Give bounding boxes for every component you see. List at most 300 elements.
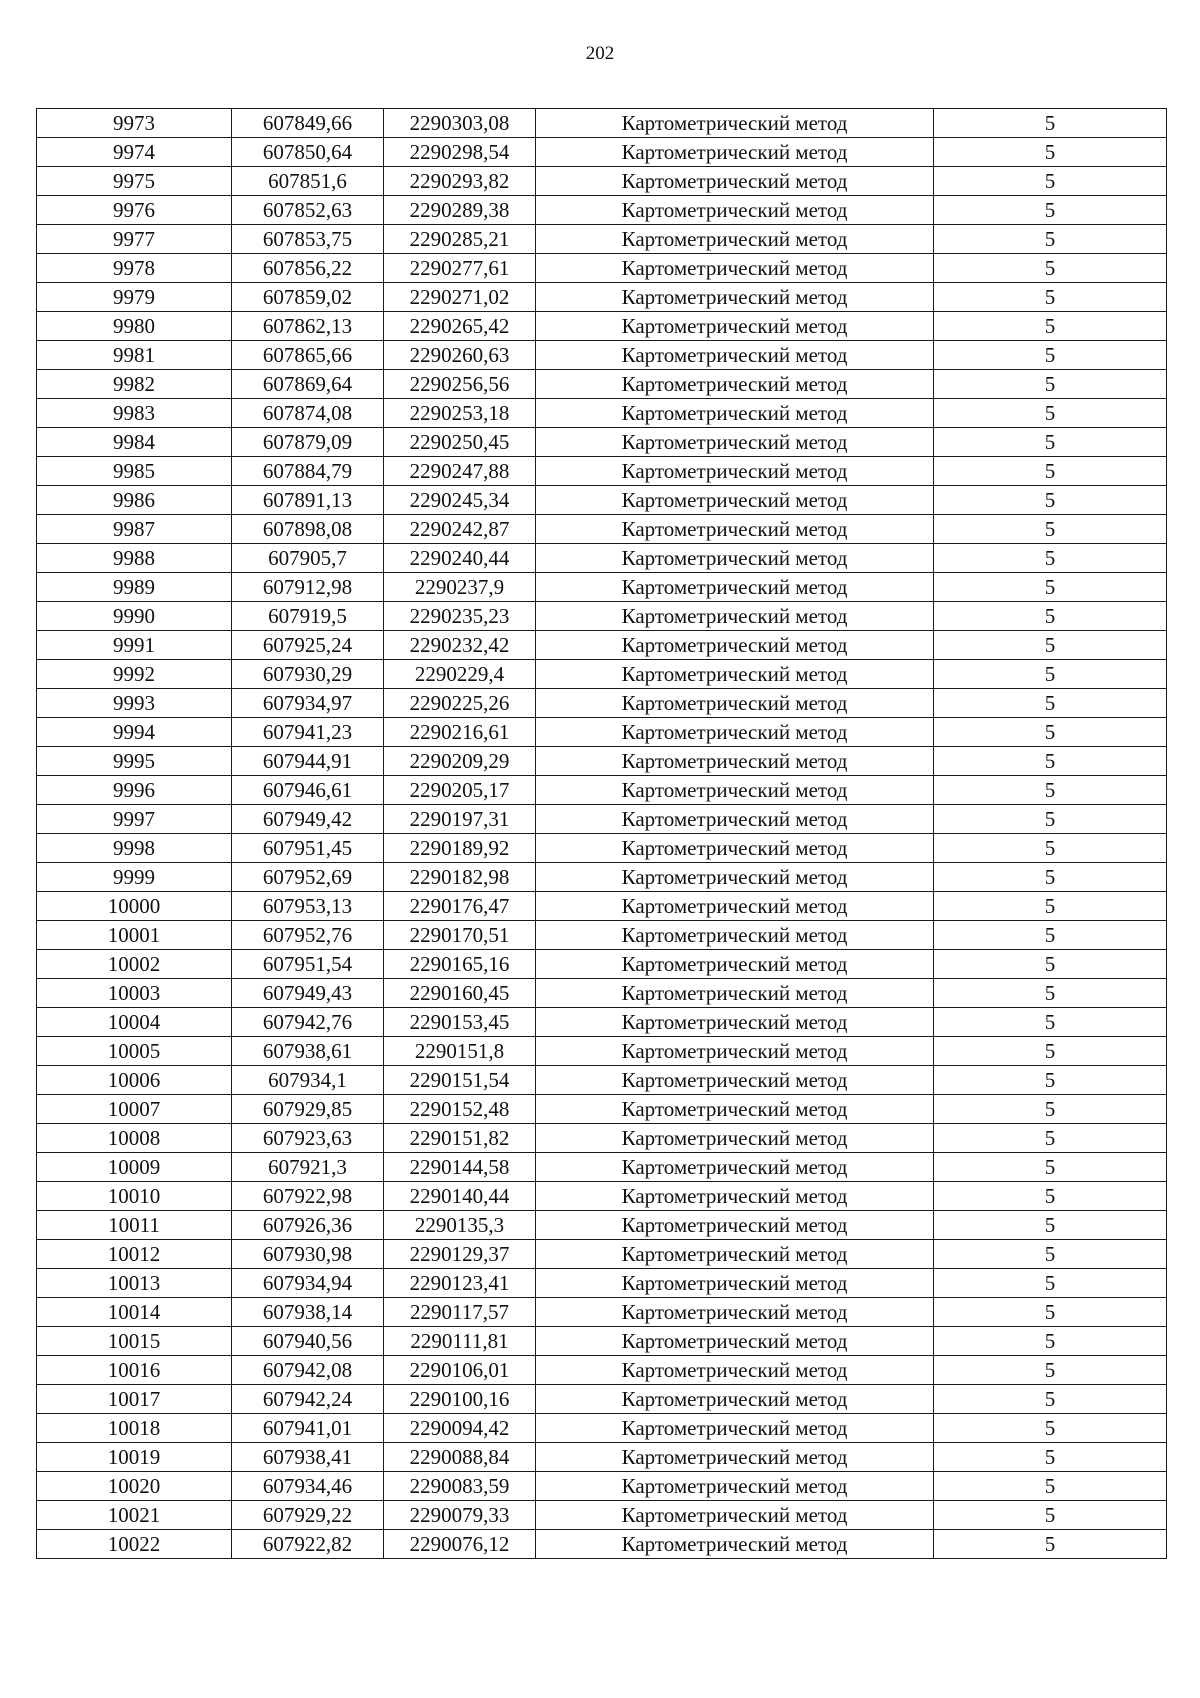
x-coordinate-cell: 607922,98 <box>232 1182 384 1211</box>
y-coordinate-cell: 2290165,16 <box>384 950 536 979</box>
table-row <box>37 1356 1167 1385</box>
point-number-cell: 10002 <box>37 950 232 979</box>
y-coordinate-cell: 2290232,42 <box>384 631 536 660</box>
method-cell: Картометрический метод <box>536 1298 934 1327</box>
accuracy-cell: 5 <box>934 109 1167 138</box>
accuracy-cell: 5 <box>934 979 1167 1008</box>
accuracy-cell: 5 <box>934 1124 1167 1153</box>
point-number-cell: 9985 <box>37 457 232 486</box>
x-coordinate-cell: 607865,66 <box>232 341 384 370</box>
method-cell: Картометрический метод <box>536 196 934 225</box>
method-cell: Картометрический метод <box>536 1240 934 1269</box>
method-cell: Картометрический метод <box>536 1066 934 1095</box>
y-coordinate-cell: 2290083,59 <box>384 1472 536 1501</box>
table-row <box>37 1037 1167 1066</box>
accuracy-cell: 5 <box>934 515 1167 544</box>
y-coordinate-cell: 2290117,57 <box>384 1298 536 1327</box>
accuracy-cell: 5 <box>934 1530 1167 1559</box>
accuracy-cell: 5 <box>934 1037 1167 1066</box>
point-number-cell: 9983 <box>37 399 232 428</box>
method-cell: Картометрический метод <box>536 660 934 689</box>
table-row <box>37 196 1167 225</box>
table-row <box>37 1327 1167 1356</box>
accuracy-cell: 5 <box>934 950 1167 979</box>
x-coordinate-cell: 607941,01 <box>232 1414 384 1443</box>
y-coordinate-cell: 2290240,44 <box>384 544 536 573</box>
point-number-cell: 9996 <box>37 776 232 805</box>
page-number: 202 <box>585 43 615 64</box>
x-coordinate-cell: 607905,7 <box>232 544 384 573</box>
accuracy-cell: 5 <box>934 1182 1167 1211</box>
y-coordinate-cell: 2290160,45 <box>384 979 536 1008</box>
x-coordinate-cell: 607949,42 <box>232 805 384 834</box>
accuracy-cell: 5 <box>934 602 1167 631</box>
x-coordinate-cell: 607884,79 <box>232 457 384 486</box>
point-number-cell: 9986 <box>37 486 232 515</box>
table-row <box>37 660 1167 689</box>
point-number-cell: 9980 <box>37 312 232 341</box>
method-cell: Картометрический метод <box>536 602 934 631</box>
point-number-cell: 10005 <box>37 1037 232 1066</box>
point-number-cell: 10011 <box>37 1211 232 1240</box>
table-row <box>37 950 1167 979</box>
y-coordinate-cell: 2290182,98 <box>384 863 536 892</box>
table-row <box>37 921 1167 950</box>
table-row <box>37 979 1167 1008</box>
method-cell: Картометрический метод <box>536 1211 934 1240</box>
table-row <box>37 1008 1167 1037</box>
method-cell: Картометрический метод <box>536 457 934 486</box>
point-number-cell: 10013 <box>37 1269 232 1298</box>
accuracy-cell: 5 <box>934 399 1167 428</box>
method-cell: Картометрический метод <box>536 486 934 515</box>
y-coordinate-cell: 2290140,44 <box>384 1182 536 1211</box>
y-coordinate-cell: 2290076,12 <box>384 1530 536 1559</box>
table-row <box>37 1269 1167 1298</box>
table-row <box>37 1240 1167 1269</box>
table-row <box>37 283 1167 312</box>
method-cell: Картометрический метод <box>536 1008 934 1037</box>
point-number-cell: 9995 <box>37 747 232 776</box>
point-number-cell: 9978 <box>37 254 232 283</box>
table-row <box>37 544 1167 573</box>
point-number-cell: 9990 <box>37 602 232 631</box>
x-coordinate-cell: 607930,98 <box>232 1240 384 1269</box>
y-coordinate-cell: 2290079,33 <box>384 1501 536 1530</box>
table-row <box>37 1385 1167 1414</box>
accuracy-cell: 5 <box>934 718 1167 747</box>
point-number-cell: 10000 <box>37 892 232 921</box>
accuracy-cell: 5 <box>934 254 1167 283</box>
point-number-cell: 9982 <box>37 370 232 399</box>
table-row <box>37 341 1167 370</box>
point-number-cell: 10017 <box>37 1385 232 1414</box>
accuracy-cell: 5 <box>934 1501 1167 1530</box>
method-cell: Картометрический метод <box>536 1501 934 1530</box>
point-number-cell: 10006 <box>37 1066 232 1095</box>
accuracy-cell: 5 <box>934 776 1167 805</box>
x-coordinate-cell: 607938,14 <box>232 1298 384 1327</box>
y-coordinate-cell: 2290285,21 <box>384 225 536 254</box>
table-row <box>37 718 1167 747</box>
y-coordinate-cell: 2290298,54 <box>384 138 536 167</box>
x-coordinate-cell: 607856,22 <box>232 254 384 283</box>
accuracy-cell: 5 <box>934 1008 1167 1037</box>
point-number-cell: 9992 <box>37 660 232 689</box>
x-coordinate-cell: 607934,94 <box>232 1269 384 1298</box>
table-row <box>37 1211 1167 1240</box>
method-cell: Картометрический метод <box>536 283 934 312</box>
y-coordinate-cell: 2290153,45 <box>384 1008 536 1037</box>
method-cell: Картометрический метод <box>536 1530 934 1559</box>
table-row <box>37 109 1167 138</box>
method-cell: Картометрический метод <box>536 1414 934 1443</box>
method-cell: Картометрический метод <box>536 1269 934 1298</box>
method-cell: Картометрический метод <box>536 1443 934 1472</box>
table-row <box>37 428 1167 457</box>
y-coordinate-cell: 2290256,56 <box>384 370 536 399</box>
point-number-cell: 10012 <box>37 1240 232 1269</box>
y-coordinate-cell: 2290293,82 <box>384 167 536 196</box>
x-coordinate-cell: 607929,85 <box>232 1095 384 1124</box>
x-coordinate-cell: 607912,98 <box>232 573 384 602</box>
accuracy-cell: 5 <box>934 1298 1167 1327</box>
y-coordinate-cell: 2290225,26 <box>384 689 536 718</box>
y-coordinate-cell: 2290135,3 <box>384 1211 536 1240</box>
method-cell: Картометрический метод <box>536 109 934 138</box>
point-number-cell: 9987 <box>37 515 232 544</box>
x-coordinate-cell: 607953,13 <box>232 892 384 921</box>
accuracy-cell: 5 <box>934 1327 1167 1356</box>
point-number-cell: 10020 <box>37 1472 232 1501</box>
accuracy-cell: 5 <box>934 689 1167 718</box>
point-number-cell: 9998 <box>37 834 232 863</box>
method-cell: Картометрический метод <box>536 776 934 805</box>
y-coordinate-cell: 2290253,18 <box>384 399 536 428</box>
y-coordinate-cell: 2290250,45 <box>384 428 536 457</box>
y-coordinate-cell: 2290151,54 <box>384 1066 536 1095</box>
point-number-cell: 10001 <box>37 921 232 950</box>
table-row <box>37 834 1167 863</box>
point-number-cell: 10009 <box>37 1153 232 1182</box>
method-cell: Картометрический метод <box>536 1385 934 1414</box>
y-coordinate-cell: 2290303,08 <box>384 109 536 138</box>
y-coordinate-cell: 2290247,88 <box>384 457 536 486</box>
accuracy-cell: 5 <box>934 312 1167 341</box>
accuracy-cell: 5 <box>934 138 1167 167</box>
x-coordinate-cell: 607862,13 <box>232 312 384 341</box>
point-number-cell: 9994 <box>37 718 232 747</box>
table-row <box>37 863 1167 892</box>
method-cell: Картометрический метод <box>536 312 934 341</box>
accuracy-cell: 5 <box>934 1472 1167 1501</box>
method-cell: Картометрический метод <box>536 747 934 776</box>
table-row <box>37 457 1167 486</box>
y-coordinate-cell: 2290152,48 <box>384 1095 536 1124</box>
accuracy-cell: 5 <box>934 660 1167 689</box>
method-cell: Картометрический метод <box>536 573 934 602</box>
accuracy-cell: 5 <box>934 1240 1167 1269</box>
table-row <box>37 689 1167 718</box>
method-cell: Картометрический метод <box>536 1182 934 1211</box>
x-coordinate-cell: 607879,09 <box>232 428 384 457</box>
point-number-cell: 10015 <box>37 1327 232 1356</box>
method-cell: Картометрический метод <box>536 1356 934 1385</box>
x-coordinate-cell: 607941,23 <box>232 718 384 747</box>
point-number-cell: 9975 <box>37 167 232 196</box>
method-cell: Картометрический метод <box>536 950 934 979</box>
point-number-cell: 10019 <box>37 1443 232 1472</box>
table-row <box>37 312 1167 341</box>
coordinates-table-body <box>37 109 1167 1559</box>
method-cell: Картометрический метод <box>536 544 934 573</box>
x-coordinate-cell: 607930,29 <box>232 660 384 689</box>
x-coordinate-cell: 607938,41 <box>232 1443 384 1472</box>
table-row <box>37 1095 1167 1124</box>
point-number-cell: 9988 <box>37 544 232 573</box>
y-coordinate-cell: 2290151,8 <box>384 1037 536 1066</box>
table-row <box>37 631 1167 660</box>
x-coordinate-cell: 607853,75 <box>232 225 384 254</box>
point-number-cell: 9993 <box>37 689 232 718</box>
y-coordinate-cell: 2290245,34 <box>384 486 536 515</box>
method-cell: Картометрический метод <box>536 254 934 283</box>
y-coordinate-cell: 2290277,61 <box>384 254 536 283</box>
y-coordinate-cell: 2290129,37 <box>384 1240 536 1269</box>
point-number-cell: 10003 <box>37 979 232 1008</box>
point-number-cell: 9999 <box>37 863 232 892</box>
table-row <box>37 1066 1167 1095</box>
point-number-cell: 9973 <box>37 109 232 138</box>
accuracy-cell: 5 <box>934 1414 1167 1443</box>
x-coordinate-cell: 607951,54 <box>232 950 384 979</box>
point-number-cell: 9989 <box>37 573 232 602</box>
point-number-cell: 9981 <box>37 341 232 370</box>
table-row <box>37 1414 1167 1443</box>
point-number-cell: 10004 <box>37 1008 232 1037</box>
accuracy-cell: 5 <box>934 1356 1167 1385</box>
accuracy-cell: 5 <box>934 1269 1167 1298</box>
point-number-cell: 10008 <box>37 1124 232 1153</box>
y-coordinate-cell: 2290111,81 <box>384 1327 536 1356</box>
table-row <box>37 1501 1167 1530</box>
point-number-cell: 9977 <box>37 225 232 254</box>
accuracy-cell: 5 <box>934 341 1167 370</box>
accuracy-cell: 5 <box>934 283 1167 312</box>
table-row <box>37 370 1167 399</box>
x-coordinate-cell: 607850,64 <box>232 138 384 167</box>
y-coordinate-cell: 2290242,87 <box>384 515 536 544</box>
accuracy-cell: 5 <box>934 863 1167 892</box>
method-cell: Картометрический метод <box>536 921 934 950</box>
method-cell: Картометрический метод <box>536 341 934 370</box>
table-row <box>37 138 1167 167</box>
method-cell: Картометрический метод <box>536 892 934 921</box>
table-row <box>37 515 1167 544</box>
y-coordinate-cell: 2290123,41 <box>384 1269 536 1298</box>
point-number-cell: 9984 <box>37 428 232 457</box>
y-coordinate-cell: 2290189,92 <box>384 834 536 863</box>
method-cell: Картометрический метод <box>536 138 934 167</box>
accuracy-cell: 5 <box>934 225 1167 254</box>
x-coordinate-cell: 607952,76 <box>232 921 384 950</box>
y-coordinate-cell: 2290265,42 <box>384 312 536 341</box>
accuracy-cell: 5 <box>934 457 1167 486</box>
y-coordinate-cell: 2290271,02 <box>384 283 536 312</box>
coordinates-table <box>36 108 1167 1559</box>
table-row <box>37 747 1167 776</box>
x-coordinate-cell: 607942,08 <box>232 1356 384 1385</box>
x-coordinate-cell: 607851,6 <box>232 167 384 196</box>
point-number-cell: 10014 <box>37 1298 232 1327</box>
x-coordinate-cell: 607925,24 <box>232 631 384 660</box>
table-row <box>37 1153 1167 1182</box>
x-coordinate-cell: 607859,02 <box>232 283 384 312</box>
table-row <box>37 1182 1167 1211</box>
accuracy-cell: 5 <box>934 892 1167 921</box>
method-cell: Картометрический метод <box>536 863 934 892</box>
table-row <box>37 1472 1167 1501</box>
x-coordinate-cell: 607849,66 <box>232 109 384 138</box>
point-number-cell: 9979 <box>37 283 232 312</box>
accuracy-cell: 5 <box>934 747 1167 776</box>
point-number-cell: 10021 <box>37 1501 232 1530</box>
accuracy-cell: 5 <box>934 1211 1167 1240</box>
y-coordinate-cell: 2290205,17 <box>384 776 536 805</box>
table-row <box>37 254 1167 283</box>
y-coordinate-cell: 2290237,9 <box>384 573 536 602</box>
method-cell: Картометрический метод <box>536 167 934 196</box>
method-cell: Картометрический метод <box>536 370 934 399</box>
method-cell: Картометрический метод <box>536 1095 934 1124</box>
x-coordinate-cell: 607922,82 <box>232 1530 384 1559</box>
y-coordinate-cell: 2290094,42 <box>384 1414 536 1443</box>
x-coordinate-cell: 607940,56 <box>232 1327 384 1356</box>
x-coordinate-cell: 607934,1 <box>232 1066 384 1095</box>
table-row <box>37 1530 1167 1559</box>
table-row <box>37 573 1167 602</box>
y-coordinate-cell: 2290144,58 <box>384 1153 536 1182</box>
table-row <box>37 892 1167 921</box>
method-cell: Картометрический метод <box>536 805 934 834</box>
method-cell: Картометрический метод <box>536 631 934 660</box>
method-cell: Картометрический метод <box>536 1472 934 1501</box>
method-cell: Картометрический метод <box>536 1153 934 1182</box>
table-row <box>37 225 1167 254</box>
method-cell: Картометрический метод <box>536 515 934 544</box>
accuracy-cell: 5 <box>934 370 1167 399</box>
table-row <box>37 602 1167 631</box>
method-cell: Картометрический метод <box>536 834 934 863</box>
point-number-cell: 9976 <box>37 196 232 225</box>
y-coordinate-cell: 2290289,38 <box>384 196 536 225</box>
accuracy-cell: 5 <box>934 1385 1167 1414</box>
table-row <box>37 776 1167 805</box>
point-number-cell: 10022 <box>37 1530 232 1559</box>
y-coordinate-cell: 2290229,4 <box>384 660 536 689</box>
x-coordinate-cell: 607898,08 <box>232 515 384 544</box>
method-cell: Картометрический метод <box>536 1124 934 1153</box>
table-row <box>37 1298 1167 1327</box>
x-coordinate-cell: 607944,91 <box>232 747 384 776</box>
x-coordinate-cell: 607934,97 <box>232 689 384 718</box>
x-coordinate-cell: 607949,43 <box>232 979 384 1008</box>
y-coordinate-cell: 2290170,51 <box>384 921 536 950</box>
accuracy-cell: 5 <box>934 196 1167 225</box>
x-coordinate-cell: 607926,36 <box>232 1211 384 1240</box>
table-row <box>37 1443 1167 1472</box>
point-number-cell: 10010 <box>37 1182 232 1211</box>
y-coordinate-cell: 2290209,29 <box>384 747 536 776</box>
x-coordinate-cell: 607923,63 <box>232 1124 384 1153</box>
method-cell: Картометрический метод <box>536 979 934 1008</box>
accuracy-cell: 5 <box>934 921 1167 950</box>
x-coordinate-cell: 607942,24 <box>232 1385 384 1414</box>
x-coordinate-cell: 607919,5 <box>232 602 384 631</box>
table-row <box>37 399 1167 428</box>
method-cell: Картометрический метод <box>536 225 934 254</box>
y-coordinate-cell: 2290088,84 <box>384 1443 536 1472</box>
accuracy-cell: 5 <box>934 486 1167 515</box>
y-coordinate-cell: 2290176,47 <box>384 892 536 921</box>
x-coordinate-cell: 607852,63 <box>232 196 384 225</box>
accuracy-cell: 5 <box>934 1443 1167 1472</box>
x-coordinate-cell: 607942,76 <box>232 1008 384 1037</box>
accuracy-cell: 5 <box>934 1153 1167 1182</box>
table-row <box>37 805 1167 834</box>
accuracy-cell: 5 <box>934 805 1167 834</box>
accuracy-cell: 5 <box>934 1095 1167 1124</box>
method-cell: Картометрический метод <box>536 718 934 747</box>
table-row <box>37 1124 1167 1153</box>
method-cell: Картометрический метод <box>536 1327 934 1356</box>
point-number-cell: 10018 <box>37 1414 232 1443</box>
x-coordinate-cell: 607951,45 <box>232 834 384 863</box>
table-row <box>37 167 1167 196</box>
point-number-cell: 10016 <box>37 1356 232 1385</box>
method-cell: Картометрический метод <box>536 399 934 428</box>
x-coordinate-cell: 607891,13 <box>232 486 384 515</box>
x-coordinate-cell: 607929,22 <box>232 1501 384 1530</box>
point-number-cell: 9974 <box>37 138 232 167</box>
x-coordinate-cell: 607952,69 <box>232 863 384 892</box>
x-coordinate-cell: 607934,46 <box>232 1472 384 1501</box>
method-cell: Картометрический метод <box>536 689 934 718</box>
point-number-cell: 9997 <box>37 805 232 834</box>
y-coordinate-cell: 2290100,16 <box>384 1385 536 1414</box>
accuracy-cell: 5 <box>934 573 1167 602</box>
y-coordinate-cell: 2290260,63 <box>384 341 536 370</box>
accuracy-cell: 5 <box>934 544 1167 573</box>
x-coordinate-cell: 607921,3 <box>232 1153 384 1182</box>
table-row <box>37 486 1167 515</box>
point-number-cell: 9991 <box>37 631 232 660</box>
accuracy-cell: 5 <box>934 631 1167 660</box>
y-coordinate-cell: 2290235,23 <box>384 602 536 631</box>
x-coordinate-cell: 607946,61 <box>232 776 384 805</box>
point-number-cell: 10007 <box>37 1095 232 1124</box>
accuracy-cell: 5 <box>934 428 1167 457</box>
x-coordinate-cell: 607869,64 <box>232 370 384 399</box>
y-coordinate-cell: 2290216,61 <box>384 718 536 747</box>
accuracy-cell: 5 <box>934 834 1167 863</box>
method-cell: Картометрический метод <box>536 428 934 457</box>
accuracy-cell: 5 <box>934 1066 1167 1095</box>
accuracy-cell: 5 <box>934 167 1167 196</box>
x-coordinate-cell: 607938,61 <box>232 1037 384 1066</box>
method-cell: Картометрический метод <box>536 1037 934 1066</box>
y-coordinate-cell: 2290197,31 <box>384 805 536 834</box>
